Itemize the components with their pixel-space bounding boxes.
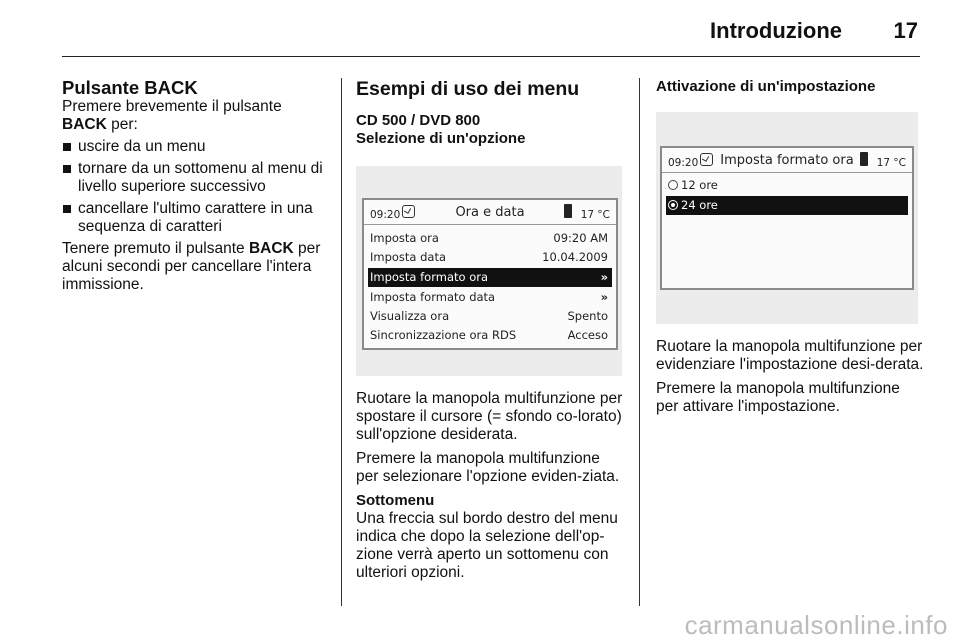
select-option-heading: Selezione di un'opzione — [356, 130, 526, 147]
column-activation — [656, 78, 926, 416]
screen-illustration-formato-ora — [656, 112, 918, 324]
bullet-icon — [63, 143, 71, 151]
watermark: carmanualsonline.info — [684, 610, 948, 640]
submenu-paragraph: Una freccia sul bordo destro del menu indica che dopo la selezione dell'op-zione verrà aperto un sottomenu con ulteriori opzioni. — [356, 510, 618, 581]
chapter-title: Introduzione — [710, 18, 842, 43]
option-row-selected[interactable]: 24 ore — [666, 196, 908, 215]
activate-paragraph: Premere la manopola multifunzione per attivare l'impostazione. — [656, 380, 900, 415]
temperature: 17 °C — [876, 157, 906, 169]
submenu-heading: Sottomenu — [356, 492, 435, 509]
back-hold-paragraph: Tenere premuto il pulsante BACK per alcuni secondi per cancellare l'intera immissione. — [62, 240, 321, 293]
screen-illustration-ora-data — [356, 166, 622, 376]
menu-row[interactable]: Imposta formato data » — [368, 288, 612, 307]
phone-icon — [860, 152, 868, 166]
column-menu-examples — [356, 78, 626, 582]
rotate-paragraph: Ruotare la manopola multifunzione per evidenziare l'impostazione desi-derata. — [656, 338, 924, 373]
status-bar — [662, 148, 912, 173]
section-heading-examples: Esempi di uso dei menu — [356, 78, 580, 100]
screen-title: Imposta formato ora — [720, 153, 854, 168]
page-number: 17 — [893, 18, 918, 43]
temperature: 17 °C — [580, 209, 610, 221]
display-screen — [660, 146, 914, 290]
status-bar — [364, 200, 616, 225]
option-row[interactable]: 12 ore — [666, 176, 908, 195]
clock-time: 09:20 — [370, 209, 401, 221]
menu-row[interactable]: Imposta ora 09:20 AM — [370, 231, 608, 245]
column-divider-2 — [639, 78, 640, 606]
section-heading-back: Pulsante BACK — [62, 77, 198, 98]
menu-row[interactable]: Visualizza ora Spento — [370, 309, 608, 323]
list-item: cancellare l'ultimo carattere in una sequenza di caratteri — [62, 200, 328, 236]
bullet-icon — [63, 165, 71, 173]
radio-on-icon — [668, 200, 678, 210]
model-heading: CD 500 / DVD 800 — [356, 112, 481, 129]
menu-row[interactable]: Imposta data 10.04.2009 — [370, 250, 608, 264]
column-divider-1 — [341, 78, 342, 606]
back-intro: Premere brevemente il pulsante BACK per: — [62, 98, 282, 133]
phone-icon — [564, 204, 572, 218]
submenu-arrow-icon: » — [600, 290, 608, 304]
clock-time: 09:20 — [668, 157, 699, 169]
submenu-arrow-icon: » — [600, 270, 608, 284]
page-header — [62, 16, 920, 57]
list-item: uscire da un menu — [62, 138, 328, 156]
back-actions-list — [62, 138, 328, 236]
activation-heading: Attivazione di un'impostazione — [656, 78, 876, 95]
display-screen — [362, 198, 618, 350]
menu-row[interactable]: Sincronizzazione ora RDS Acceso — [370, 328, 608, 342]
column-back-button — [62, 78, 328, 294]
press-paragraph: Premere la manopola multifunzione per selezionare l'opzione eviden-ziata. — [356, 450, 620, 485]
radio-off-icon — [668, 180, 678, 190]
rotate-paragraph: Ruotare la manopola multifunzione per spostare il cursore (= sfondo co-lorato) sull'opzione desiderata. — [356, 390, 623, 443]
list-item: tornare da un sottomenu al menu di livello superiore successivo — [62, 160, 328, 196]
bullet-icon — [63, 205, 71, 213]
menu-row-selected[interactable]: Imposta formato ora » — [368, 268, 612, 287]
screen-title: Ora e data — [455, 205, 525, 220]
